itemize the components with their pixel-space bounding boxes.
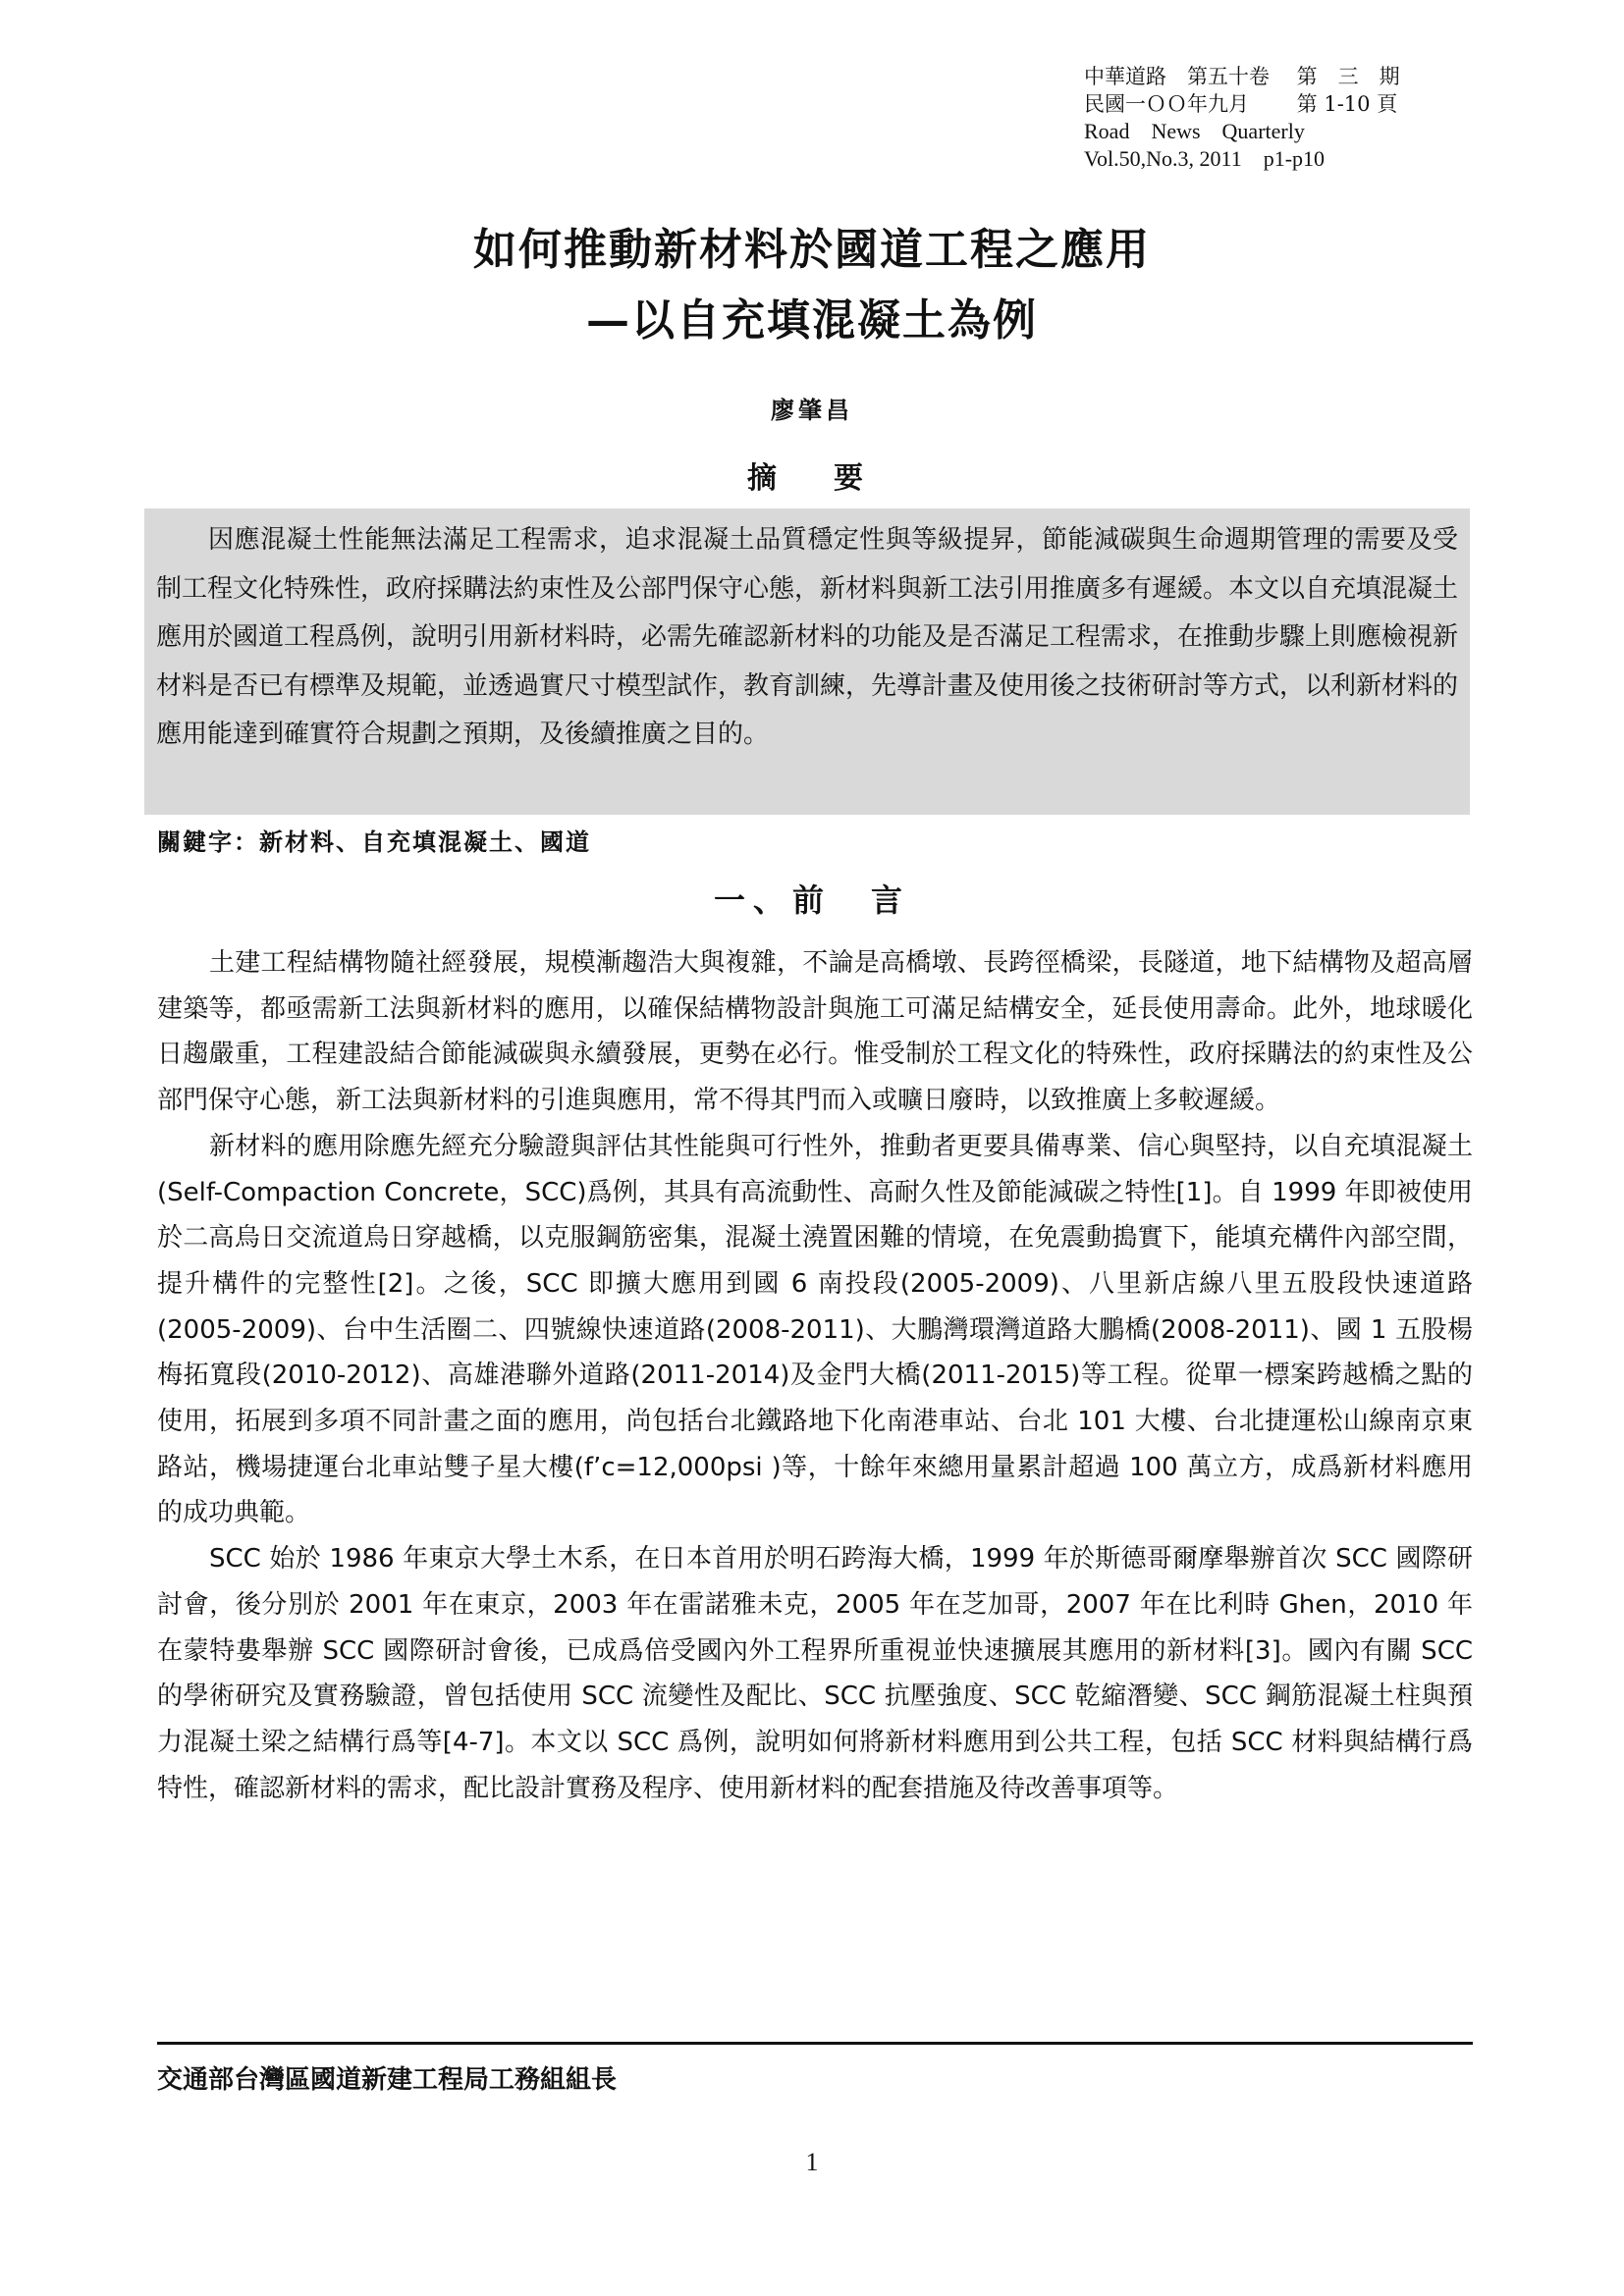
paper-title: 如何推動新材料於國道工程之應用	[473, 225, 1151, 275]
body-paragraph: SCC 始於 1986 年東京大學土木系，在日本首用於明石跨海大橋，1999 年於斯德哥爾摩舉辦首次 SCC 國際研討會，後分別於 2001 年在東京，2003 年在雷諾雅未克，2005 年在芝加哥，2007 年在比利時 Ghen，2010 年在蒙特婁舉辦 SCC 國際研討會後，已成爲倍受國內外工程界所重視並快速擴展其應用的新材料[3]。國內有關 SCC 的學術研究及實務驗證，曾包括使用 SCC 流變性及配比、SCC 抗壓強度、SCC 乾縮潛變、SCC 鋼筋混凝土柱與預力混凝土梁之結構行爲等[4-7]。本文以 SCC 爲例，說明如何將新材料應用到公共工程，包括 SCC 材料與結構行爲特性，確認新材料的需求，配比設計實務及程序、使用新材料的配套措施及待改善事項等。	[157, 1544, 1473, 1803]
paper-subtitle: —以自充填混凝土為例	[586, 295, 1038, 346]
abstract-box	[144, 508, 1470, 815]
abstract-heading: 摘 要	[747, 461, 877, 496]
author-name: 廖肇昌	[771, 396, 853, 424]
journal-date-line: 民國一ＯＯ年九月 第 1-10 頁	[1084, 92, 1398, 116]
author-affiliation-footnote: 交通部台灣區國道新建工程局工務組組長	[157, 2065, 618, 2095]
section-body	[157, 940, 1473, 1811]
journal-header	[1084, 63, 1496, 173]
abstract-text: 因應混凝土性能無法滿足工程需求，追求混凝土品質穩定性與等級提昇，節能減碳與生命週期管理的需要及受制工程文化特殊性，政府採購法約束性及公部門保守心態，新材料與新工法引用推廣多有遲緩。本文以自充填混凝土應用於國道工程爲例，說明引用新材料時，必需先確認新材料的功能及是否滿足工程需求，在推動步驟上則應檢視新材料是否已有標準及規範，並透過實尺寸模型試作，教育訓練，先導計畫及使用後之技術研討等方式，以利新材料的應用能達到確實符合規劃之預期，及後續推廣之目的。	[156, 525, 1459, 749]
journal-volume-line: Vol.50,No.3, 2011 p1-p10	[1084, 146, 1326, 171]
journal-issue-line: 中華道路 第五十卷 第 三 期	[1084, 65, 1400, 88]
body-paragraph: 土建工程結構物隨社經發展，規模漸趨浩大與複雜，不論是高橋墩、長跨徑橋梁，長隧道，地下結構物及超高層建築等，都亟需新工法與新材料的應用，以確保結構物設計與施工可滿足結構安全，延長使用壽命。此外，地球暖化日趨嚴重，工程建設結合節能減碳與永續發展，更勢在必行。惟受制於工程文化的特殊性，政府採購法的約束性及公部門保守心態，新工法與新材料的引進與應用，常不得其門而入或曠日廢時，以致推廣上多較遲緩。	[157, 948, 1473, 1116]
journal-name-line: Road News Quarterly	[1084, 119, 1305, 143]
footnote-divider	[157, 2042, 1473, 2045]
section-heading: 一、前 言	[713, 881, 910, 919]
body-paragraph: 新材料的應用除應先經充分驗證與評估其性能與可行性外，推動者更要具備專業、信心與堅持，以自充填混凝土(Self-Compaction Concrete，SCC)爲例，其具有高流動性、高耐久性及節能減碳之特性[1]。自 1999 年即被使用於二高烏日交流道烏日穿越橋，以克服鋼筋密集，混凝土澆置困難的情境，在免震動搗實下，能填充構件內部空間，提升構件的完整性[2]。之後，SCC 即擴大應用到國 6 南投段(2005-2009)、八里新店線八里五股段快速道路(2005-2009)、台中生活圈二、四號線快速道路(2008-2011)、大鵬灣環灣道路大鵬橋(2008-2011)、國 1 五股楊梅拓寬段(2010-2012)、高雄港聯外道路(2011-2014)及金門大橋(2011-2015)等工程。從單一標案跨越橋之點的使用，拓展到多項不同計畫之面的應用，尚包括台北鐵路地下化南港車站、台北 101 大樓、台北捷運松山線南京東路站，機場捷運台北車站雙子星大樓(f’c=12,000psi )等，十餘年來總用量累計超過 100 萬立方，成爲新材料應用的成功典範。	[157, 1131, 1473, 1528]
keywords: 關鍵字：新材料、自充填混凝土、國道	[157, 828, 591, 856]
page-number: 1	[805, 2148, 819, 2176]
